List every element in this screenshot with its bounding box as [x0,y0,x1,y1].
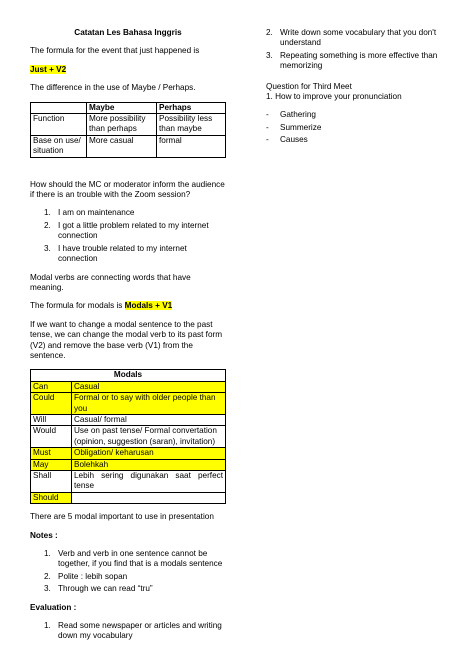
table-cell: More casual [87,135,157,157]
meaning-cell: Casual/ formal [72,414,226,425]
modal-cell: Shall [31,471,72,493]
table-row [31,114,226,136]
list-item: 1. Read some newspaper or articles and writing down my vocabulary [44,621,222,641]
table-row [31,135,226,157]
table-row [31,459,226,470]
table-cell: Function [31,114,87,136]
modals-table [30,369,226,504]
table-cell: Possibility less than maybe [157,114,226,136]
list-item: 3. I have trouble related to my internet connection [44,243,187,264]
meaning-cell: Formal or to say with older people than you [72,393,226,415]
notes-list [30,549,226,595]
table-row [31,471,226,493]
third-meet-title: Question for Third Meet [266,81,352,91]
past-tense-note: If we want to change a modal sentence to the past tense, we can change the modal verb to its past form (V2) and remove the base verb (V1) from the sentence. [30,319,223,360]
meaning-cell: Obligation/ keharusan [72,448,226,459]
third-meet-list [266,110,446,145]
formula-modals: Modals + V1 [124,301,173,311]
table-row [31,426,226,448]
presentation-note: There are 5 modal important to use in presentation [30,512,214,522]
meaning-cell: Lebih sering digunakan saat perfect tense [72,471,226,493]
evaluation-list [30,621,226,642]
table-row [31,381,226,392]
maybe-perhaps-table [30,102,226,158]
list-item: 2. Write down some vocabulary that you don't understand [266,28,437,48]
evaluation-list-continued [266,28,446,72]
table-header-row [31,370,226,381]
modal-cell: Would [31,426,72,448]
formula-modals-paragraph: The formula for modals is Modals + V1 [30,301,173,311]
list-item: - Gathering [266,110,316,120]
right-column [266,28,446,154]
formula-event-paragraph [30,65,226,75]
modal-cell: Should [31,492,72,503]
notes-label: Notes : [30,530,58,540]
list-item: 1. Verb and verb in one sentence cannot be together, if you find that is a modals sentence [44,549,223,569]
formula-event-intro: The formula for the event that just happened is [30,46,200,56]
table-cell: Base on use/ situation [31,135,87,157]
table-header-cell [31,102,87,113]
table-header-cell: Maybe [87,102,157,113]
modal-cell: Will [31,414,72,425]
list-item: 3. Through we can read “tru” [44,584,153,594]
evaluation-label: Evaluation : [30,602,77,612]
third-meet-question: 1. How to improve your pronunciation [266,92,402,102]
table-row [31,492,226,503]
table-row [31,393,226,415]
modal-cell: May [31,459,72,470]
left-column [30,28,226,650]
table-row [31,448,226,459]
meaning-cell: Casual [72,381,226,392]
maybe-intro: The difference in the use of Maybe / Perhaps. [30,83,196,93]
table-row [31,414,226,425]
modal-cell: Must [31,448,72,459]
meaning-cell: Bolehkah [72,459,226,470]
modal-verbs-definition: Modal verbs are connecting words that have meaning. [30,272,191,292]
list-item: - Summerize [266,122,322,132]
list-item: - Causes [266,135,308,145]
table-cell: formal [157,135,226,157]
meaning-cell [72,492,226,503]
table-header-row [31,102,226,113]
mc-answer-list [30,208,226,264]
list-item: 2. I got a little problem related to my internet connection [44,220,209,241]
formula-event: Just + V2 [30,64,67,74]
mc-question: How should the MC or moderator inform the audience if there is an trouble with the Zoom session? [30,179,225,200]
modal-cell: Can [31,381,72,392]
table-cell: More possibility than perhaps [87,114,157,136]
list-item: 1. I am on maintenance [44,208,135,218]
modal-cell: Could [31,393,72,415]
meaning-cell: Use on past tense/ Formal convertation (opinion, suggestion (saran), invitation) [72,426,226,448]
table-header-cell: Perhaps [157,102,226,113]
table-header-cell: Modals [31,370,226,381]
list-item: 3. Repeating something is more effective than memorizing [266,50,438,71]
list-item: 2. Polite : lebih sopan [44,571,128,581]
page-title: Catatan Les Bahasa Inggris [74,28,182,37]
